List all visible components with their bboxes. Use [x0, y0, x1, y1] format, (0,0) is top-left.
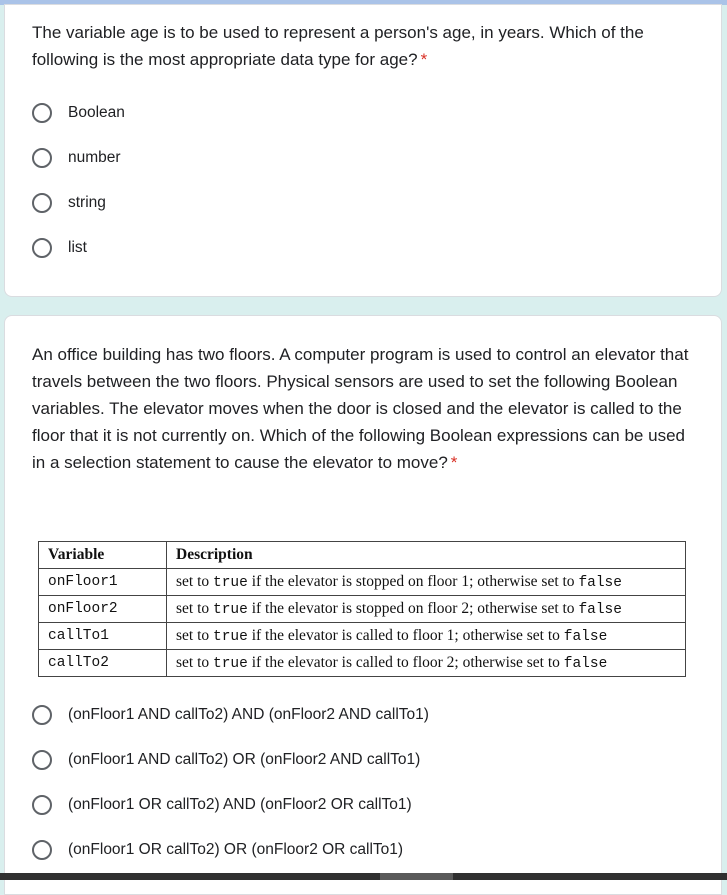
table-row	[39, 623, 686, 650]
option-list[interactable]	[32, 235, 87, 261]
scrollbar-thumb[interactable]	[380, 873, 453, 880]
option-label: (onFloor1 OR callTo2) AND (onFloor2 OR callTo1)	[68, 796, 412, 813]
radio-button[interactable]	[32, 705, 52, 725]
required-asterisk: *	[420, 50, 428, 69]
code-value: false	[563, 656, 608, 672]
option-label: list	[68, 239, 87, 256]
table-header-row	[39, 542, 686, 569]
description-cell	[167, 650, 686, 677]
radio-button[interactable]	[32, 238, 52, 258]
table-row	[39, 650, 686, 677]
variable-cell: callTo2	[39, 650, 167, 677]
option-label: string	[68, 194, 106, 211]
radio-button[interactable]	[32, 795, 52, 815]
question-1-title: The variable age is to be used to represent a person's age, in years. Which of the following is the most appropriate data type for age?	[32, 23, 644, 69]
code-value: true	[213, 602, 248, 618]
question-2-text	[32, 341, 697, 476]
question-1-text	[32, 19, 697, 73]
question-card-2	[4, 315, 722, 895]
desc-text: set to	[176, 627, 214, 644]
option-string[interactable]	[32, 190, 106, 216]
option-label: number	[68, 149, 121, 166]
code-value: false	[578, 602, 622, 618]
option-2[interactable]	[32, 747, 420, 773]
code-value: true	[213, 629, 248, 645]
desc-text: if the elevator is stopped on floor 1; otherwise set to	[247, 573, 579, 590]
radio-button[interactable]	[32, 103, 52, 123]
radio-button[interactable]	[32, 148, 52, 168]
variable-cell: onFloor2	[39, 596, 167, 623]
description-cell	[167, 596, 686, 623]
desc-text: if the elevator is stopped on floor 2; otherwise set to	[247, 600, 579, 617]
option-label: (onFloor1 AND callTo2) AND (onFloor2 AND callTo1)	[68, 706, 429, 723]
description-cell	[167, 569, 686, 596]
desc-text: set to	[176, 600, 214, 617]
question-2-title: An office building has two floors. A computer program is used to control an elevator that travels between the two floors. Physical sensors are used to set the following Boolean variables. The elevator moves when the door is closed and the elevator is called to the floor that it is not currently on. Which of the following Boolean expressions can be used in a selection statement to cause the elevator to move?	[32, 345, 689, 472]
option-label: (onFloor1 OR callTo2) OR (onFloor2 OR callTo1)	[68, 841, 404, 858]
desc-text: set to	[176, 573, 214, 590]
option-1[interactable]	[32, 702, 429, 728]
desc-text: set to	[176, 654, 214, 671]
code-value: false	[563, 629, 608, 645]
radio-button[interactable]	[32, 193, 52, 213]
code-value: false	[578, 575, 622, 591]
table-row	[39, 569, 686, 596]
required-asterisk: *	[450, 453, 458, 472]
table-row	[39, 596, 686, 623]
code-value: true	[213, 575, 248, 591]
description-cell	[167, 623, 686, 650]
code-value: true	[213, 656, 248, 672]
radio-button[interactable]	[32, 840, 52, 860]
option-label: Boolean	[68, 104, 125, 121]
option-boolean[interactable]	[32, 100, 125, 126]
variable-cell: callTo1	[39, 623, 167, 650]
desc-text: if the elevator is called to floor 2; otherwise set to	[247, 654, 564, 671]
question-card-1	[4, 4, 722, 297]
horizontal-scrollbar[interactable]	[0, 873, 727, 880]
option-number[interactable]	[32, 145, 121, 171]
variable-cell: onFloor1	[39, 569, 167, 596]
option-3[interactable]	[32, 792, 412, 818]
desc-text: if the elevator is called to floor 1; otherwise set to	[247, 627, 564, 644]
option-4[interactable]	[32, 837, 403, 863]
option-label: (onFloor1 AND callTo2) OR (onFloor2 AND callTo1)	[68, 751, 421, 768]
header-variable: Variable	[39, 542, 167, 569]
variables-table	[38, 541, 686, 677]
radio-button[interactable]	[32, 750, 52, 770]
header-description: Description	[167, 542, 686, 569]
